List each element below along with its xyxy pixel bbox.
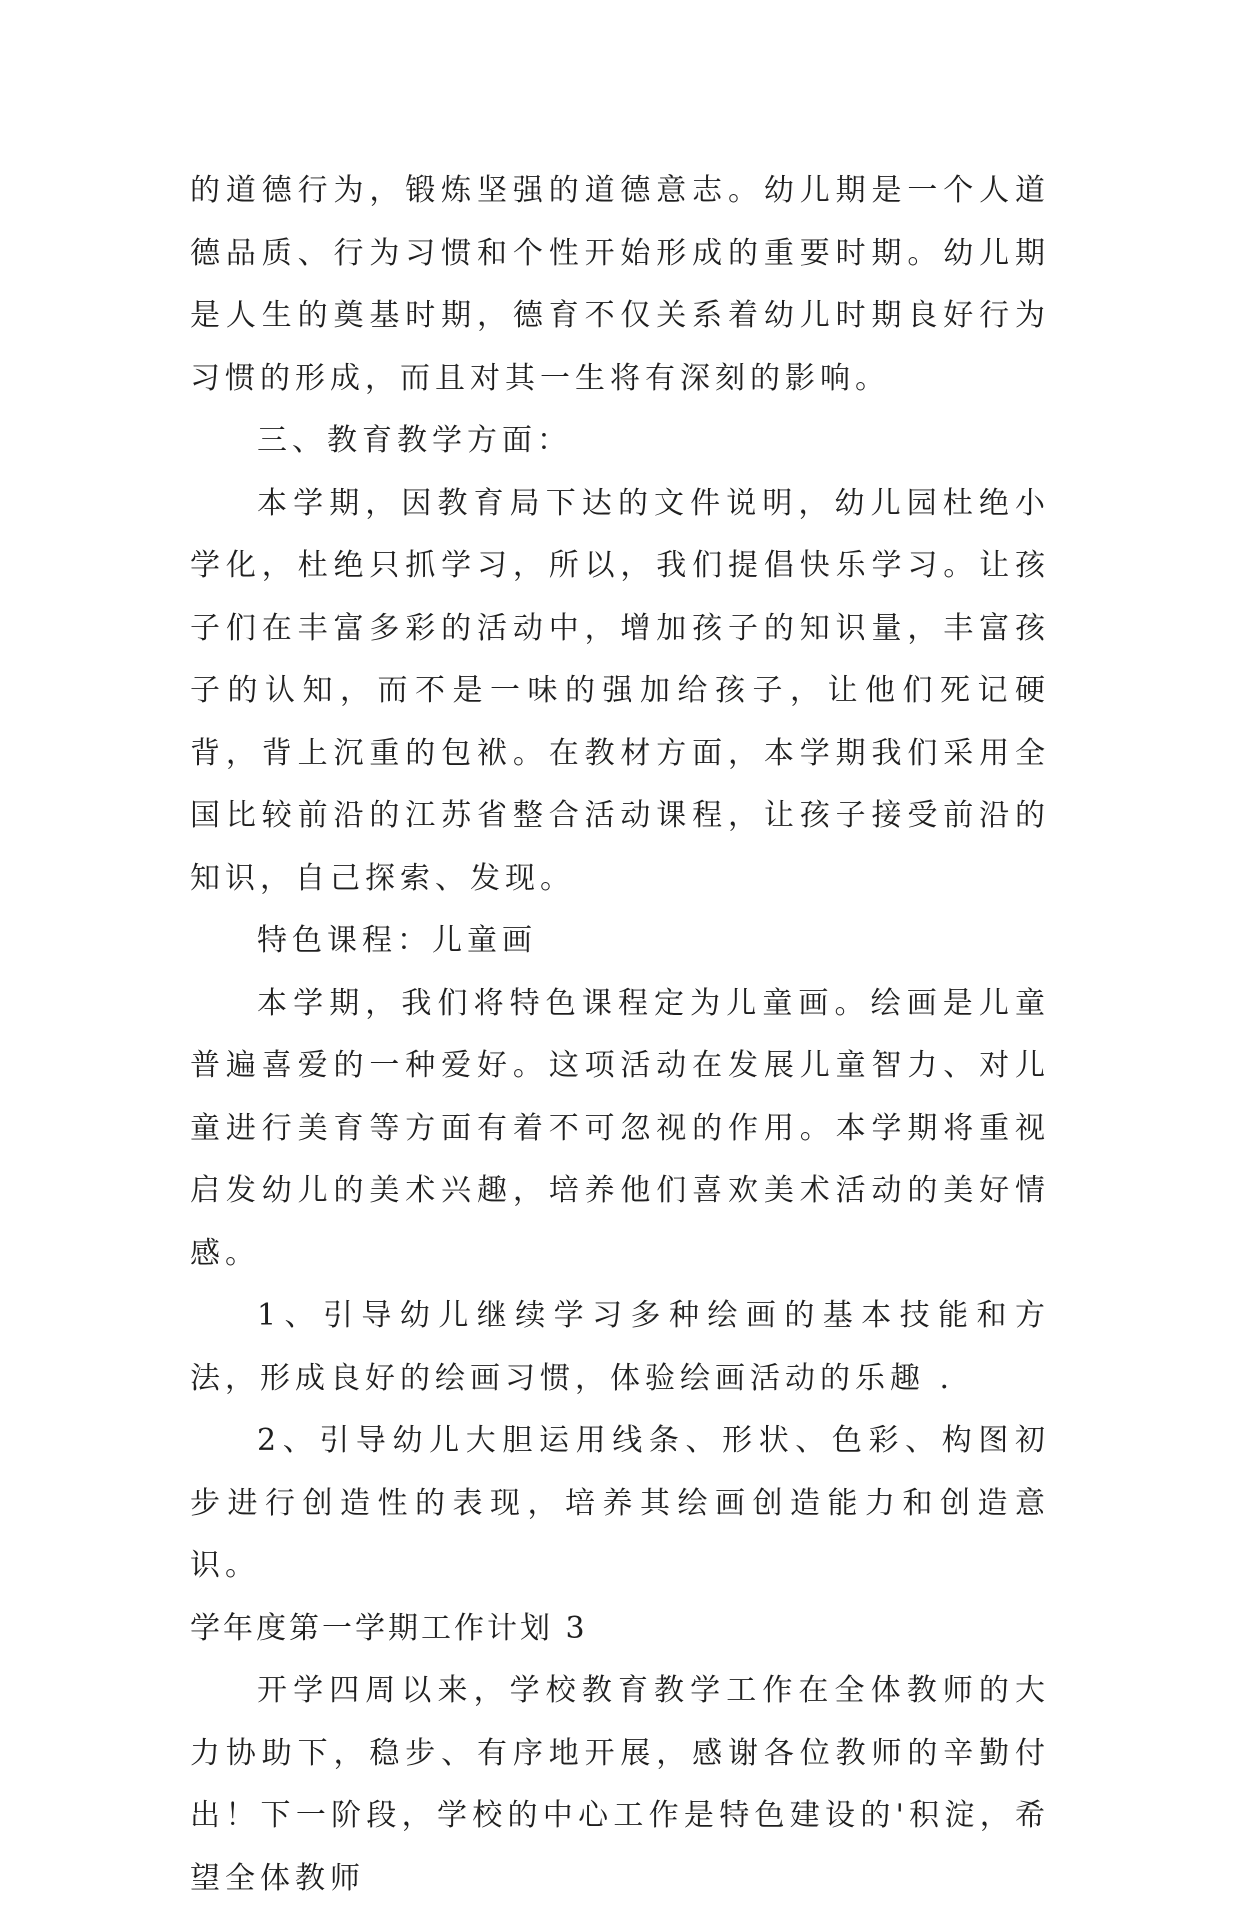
list-item-1: 1、引导幼儿继续学习多种绘画的基本技能和方法，形成良好的绘画习惯，体验绘画活动的乐趣 .	[190, 1298, 1050, 1396]
heading-teaching: 三、教育教学方面：	[257, 423, 572, 458]
list-item-2: 2、引导幼儿大胆运用线条、形状、色彩、构图初步进行创造性的表现，培养其绘画创造能力和创造意识。	[190, 1423, 1050, 1583]
heading-special-course: 特色课程：儿童画	[257, 923, 537, 958]
document-body	[190, 160, 1050, 1910]
section-title-plan-3: 学年度第一学期工作计划 3	[190, 1610, 588, 1646]
paragraph-special-course: 本学期，我们将特色课程定为儿童画。绘画是儿童普遍喜爱的一种爱好。这项活动在发展儿童智力、对儿童进行美育等方面有着不可忽视的作用。本学期将重视启发幼儿的美术兴趣，培养他们喜欢美术活动的美好情感。	[190, 985, 1050, 1271]
paragraph-moral-education: 的道德行为，锻炼坚强的道德意志。幼儿期是一个人道德品质、行为习惯和个性开始形成的重要时期。幼儿期是人生的奠基时期，德育不仅关系着幼儿时期良好行为习惯的形成，而且对其一生将有深刻的影响。	[190, 173, 1050, 396]
paragraph-teaching: 本学期，因教育局下达的文件说明，幼儿园杜绝小学化，杜绝只抓学习，所以，我们提倡快乐学习。让孩子们在丰富多彩的活动中，增加孩子的知识量，丰富孩子的认知，而不是一味的强加给孩子，让他们死记硬背，背上沉重的包袱。在教材方面，本学期我们采用全国比较前沿的江苏省整合活动课程，让孩子接受前沿的知识，自己探索、发现。	[190, 485, 1050, 896]
paragraph-plan-3: 开学四周以来，学校教育教学工作在全体教师的大力协助下，稳步、有序地开展，感谢各位教师的辛勤付出！下一阶段，学校的中心工作是特色建设的'积淀，希望全体教师	[190, 1673, 1050, 1896]
